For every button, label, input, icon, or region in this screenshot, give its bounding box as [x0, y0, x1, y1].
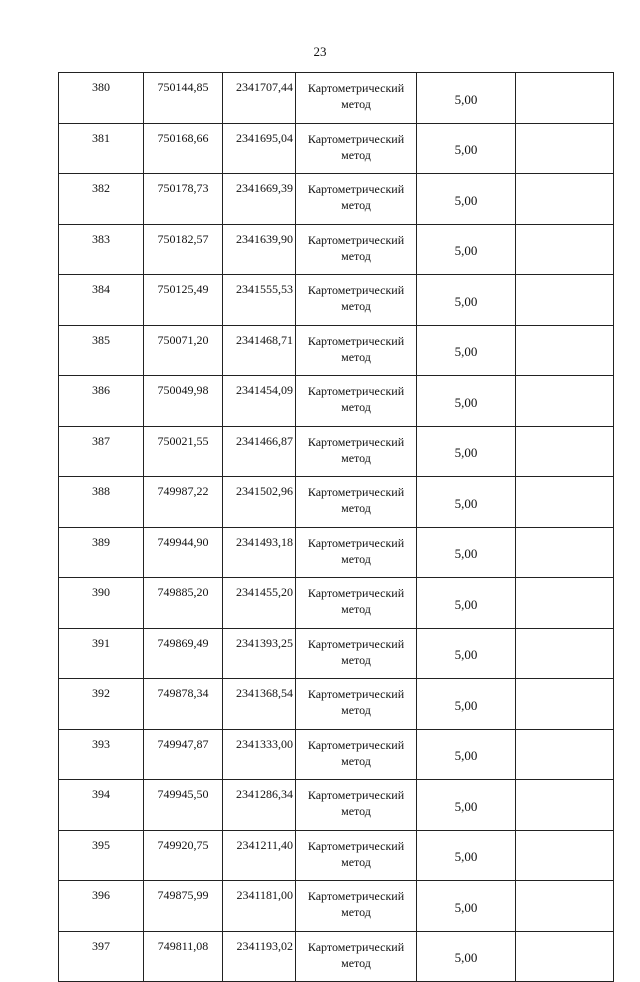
table-row: [59, 881, 614, 932]
y-coordinate-cell: 2341695,04: [223, 123, 296, 174]
y-coordinate-cell: 2341181,00: [223, 881, 296, 932]
method-line-2: метод: [341, 854, 371, 869]
method-cell: [296, 73, 417, 124]
method-line-2: метод: [341, 450, 371, 465]
note-cell: [516, 527, 614, 578]
point-number-cell: 383: [59, 224, 144, 275]
method-line-2: метод: [341, 602, 371, 616]
point-number-cell: 390: [59, 578, 144, 629]
table-row: [59, 477, 614, 528]
table-row: [59, 780, 614, 831]
x-coordinate-cell: 749885,20: [144, 578, 223, 629]
y-coordinate-cell: 2341555,53: [223, 275, 296, 326]
x-coordinate-cell: 750021,55: [144, 426, 223, 477]
method-line-1: Картометрический: [307, 333, 405, 348]
method-cell: [296, 527, 417, 578]
y-coordinate-cell: 2341455,20: [223, 578, 296, 629]
x-coordinate-cell: 750182,57: [144, 224, 223, 275]
method-line-1: Картометрический: [307, 384, 405, 398]
method-line-1: Картометрический: [307, 182, 405, 196]
x-coordinate-cell: 749869,49: [144, 628, 223, 679]
note-cell: [516, 325, 614, 376]
x-coordinate-cell: 749987,22: [144, 477, 223, 528]
method-line-2: метод: [341, 299, 371, 313]
note-cell: [516, 426, 614, 477]
table-row: [59, 679, 614, 730]
x-coordinate-cell: 749811,08: [144, 931, 223, 982]
point-number-cell: 385: [59, 325, 144, 376]
note-cell: [516, 780, 614, 831]
table-body: [59, 73, 614, 982]
method-line-2: метод: [341, 652, 371, 667]
y-coordinate-cell: 2341493,18: [223, 527, 296, 578]
note-cell: [516, 376, 614, 427]
table-row: [59, 376, 614, 427]
method-line-1: Картометрический: [307, 687, 405, 701]
point-number-cell: 381: [59, 123, 144, 174]
x-coordinate-cell: 750168,66: [144, 123, 223, 174]
point-number-cell: 387: [59, 426, 144, 477]
y-coordinate-cell: 2341211,40: [223, 830, 296, 881]
method-line-1: Картометрический: [307, 586, 405, 600]
point-number-cell: 388: [59, 477, 144, 528]
method-line-2: метод: [341, 501, 371, 515]
note-cell: [516, 174, 614, 225]
method-cell: [296, 477, 417, 528]
method-cell: [296, 325, 417, 376]
accuracy-cell: 5,00: [417, 123, 516, 174]
x-coordinate-cell: 749944,90: [144, 527, 223, 578]
accuracy-cell: 5,00: [417, 376, 516, 427]
method-cell: [296, 174, 417, 225]
y-coordinate-cell: 2341333,00: [223, 729, 296, 780]
point-number-cell: 382: [59, 174, 144, 225]
accuracy-cell: 5,00: [417, 578, 516, 629]
method-cell: [296, 275, 417, 326]
method-cell: [296, 224, 417, 275]
table-row: [59, 931, 614, 982]
accuracy-cell: 5,00: [417, 224, 516, 275]
table-row: [59, 830, 614, 881]
method-line-2: метод: [341, 198, 371, 212]
method-line-2: метод: [341, 349, 371, 364]
method-cell: [296, 780, 417, 831]
accuracy-cell: 5,00: [417, 527, 516, 578]
y-coordinate-cell: 2341286,34: [223, 780, 296, 831]
point-number-cell: 389: [59, 527, 144, 578]
note-cell: [516, 275, 614, 326]
point-number-cell: 397: [59, 931, 144, 982]
y-coordinate-cell: 2341502,96: [223, 477, 296, 528]
accuracy-cell: 5,00: [417, 679, 516, 730]
method-line-2: метод: [341, 753, 371, 768]
method-line-1: Картометрический: [307, 788, 405, 802]
page-number: 23: [313, 44, 327, 59]
accuracy-cell: 5,00: [417, 628, 516, 679]
method-cell: [296, 729, 417, 780]
table-row: [59, 123, 614, 174]
method-line-1: Картометрический: [307, 81, 405, 95]
method-line-1: Картометрический: [307, 889, 405, 903]
method-line-2: метод: [341, 248, 371, 263]
method-line-2: метод: [341, 551, 371, 566]
method-line-2: метод: [341, 955, 371, 970]
method-line-2: метод: [341, 905, 371, 919]
x-coordinate-cell: 749945,50: [144, 780, 223, 831]
accuracy-cell: 5,00: [417, 325, 516, 376]
point-number-cell: 396: [59, 881, 144, 932]
method-cell: [296, 628, 417, 679]
table-row: [59, 224, 614, 275]
note-cell: [516, 830, 614, 881]
y-coordinate-cell: 2341368,54: [223, 679, 296, 730]
method-line-1: Картометрический: [307, 636, 405, 651]
method-line-1: Картометрический: [307, 232, 405, 247]
accuracy-cell: 5,00: [417, 73, 516, 124]
y-coordinate-cell: 2341193,02: [223, 931, 296, 982]
note-cell: [516, 729, 614, 780]
x-coordinate-cell: 750125,49: [144, 275, 223, 326]
note-cell: [516, 123, 614, 174]
method-line-1: Картометрический: [307, 485, 405, 499]
x-coordinate-cell: 749878,34: [144, 679, 223, 730]
coordinates-table: [58, 72, 614, 982]
table-row: [59, 729, 614, 780]
note-cell: [516, 931, 614, 982]
method-line-2: метод: [341, 97, 371, 111]
point-number-cell: 393: [59, 729, 144, 780]
accuracy-cell: 5,00: [417, 477, 516, 528]
point-number-cell: 384: [59, 275, 144, 326]
method-cell: [296, 881, 417, 932]
method-line-2: метод: [341, 400, 371, 414]
method-line-1: Картометрический: [307, 131, 405, 146]
method-line-2: метод: [341, 804, 371, 818]
method-cell: [296, 830, 417, 881]
accuracy-cell: 5,00: [417, 174, 516, 225]
method-line-1: Картометрический: [307, 737, 405, 752]
accuracy-cell: 5,00: [417, 931, 516, 982]
accuracy-cell: 5,00: [417, 830, 516, 881]
method-line-1: Картометрический: [307, 939, 405, 954]
accuracy-cell: 5,00: [417, 780, 516, 831]
method-cell: [296, 123, 417, 174]
x-coordinate-cell: 750178,73: [144, 174, 223, 225]
note-cell: [516, 224, 614, 275]
method-cell: [296, 376, 417, 427]
note-cell: [516, 881, 614, 932]
method-cell: [296, 679, 417, 730]
note-cell: [516, 477, 614, 528]
method-line-1: Картометрический: [307, 283, 405, 297]
y-coordinate-cell: 2341669,39: [223, 174, 296, 225]
note-cell: [516, 628, 614, 679]
accuracy-cell: 5,00: [417, 275, 516, 326]
method-cell: [296, 931, 417, 982]
x-coordinate-cell: 749920,75: [144, 830, 223, 881]
point-number-cell: 380: [59, 73, 144, 124]
x-coordinate-cell: 750071,20: [144, 325, 223, 376]
table-row: [59, 527, 614, 578]
method-cell: [296, 426, 417, 477]
table-row: [59, 73, 614, 124]
method-line-2: метод: [341, 147, 371, 162]
y-coordinate-cell: 2341393,25: [223, 628, 296, 679]
table-row: [59, 174, 614, 225]
x-coordinate-cell: 749947,87: [144, 729, 223, 780]
note-cell: [516, 578, 614, 629]
y-coordinate-cell: 2341707,44: [223, 73, 296, 124]
note-cell: [516, 73, 614, 124]
y-coordinate-cell: 2341466,87: [223, 426, 296, 477]
y-coordinate-cell: 2341454,09: [223, 376, 296, 427]
y-coordinate-cell: 2341468,71: [223, 325, 296, 376]
y-coordinate-cell: 2341639,90: [223, 224, 296, 275]
x-coordinate-cell: 749875,99: [144, 881, 223, 932]
method-line-1: Картометрический: [307, 535, 405, 550]
point-number-cell: 391: [59, 628, 144, 679]
point-number-cell: 395: [59, 830, 144, 881]
accuracy-cell: 5,00: [417, 729, 516, 780]
x-coordinate-cell: 750049,98: [144, 376, 223, 427]
x-coordinate-cell: 750144,85: [144, 73, 223, 124]
table-row: [59, 578, 614, 629]
method-cell: [296, 578, 417, 629]
point-number-cell: 394: [59, 780, 144, 831]
point-number-cell: 386: [59, 376, 144, 427]
note-cell: [516, 679, 614, 730]
accuracy-cell: 5,00: [417, 881, 516, 932]
point-number-cell: 392: [59, 679, 144, 730]
table-row: [59, 275, 614, 326]
method-line-2: метод: [341, 703, 371, 717]
table-row: [59, 426, 614, 477]
method-line-1: Картометрический: [307, 838, 405, 853]
table-row: [59, 325, 614, 376]
table-row: [59, 628, 614, 679]
method-line-1: Картометрический: [307, 434, 405, 449]
accuracy-cell: 5,00: [417, 426, 516, 477]
